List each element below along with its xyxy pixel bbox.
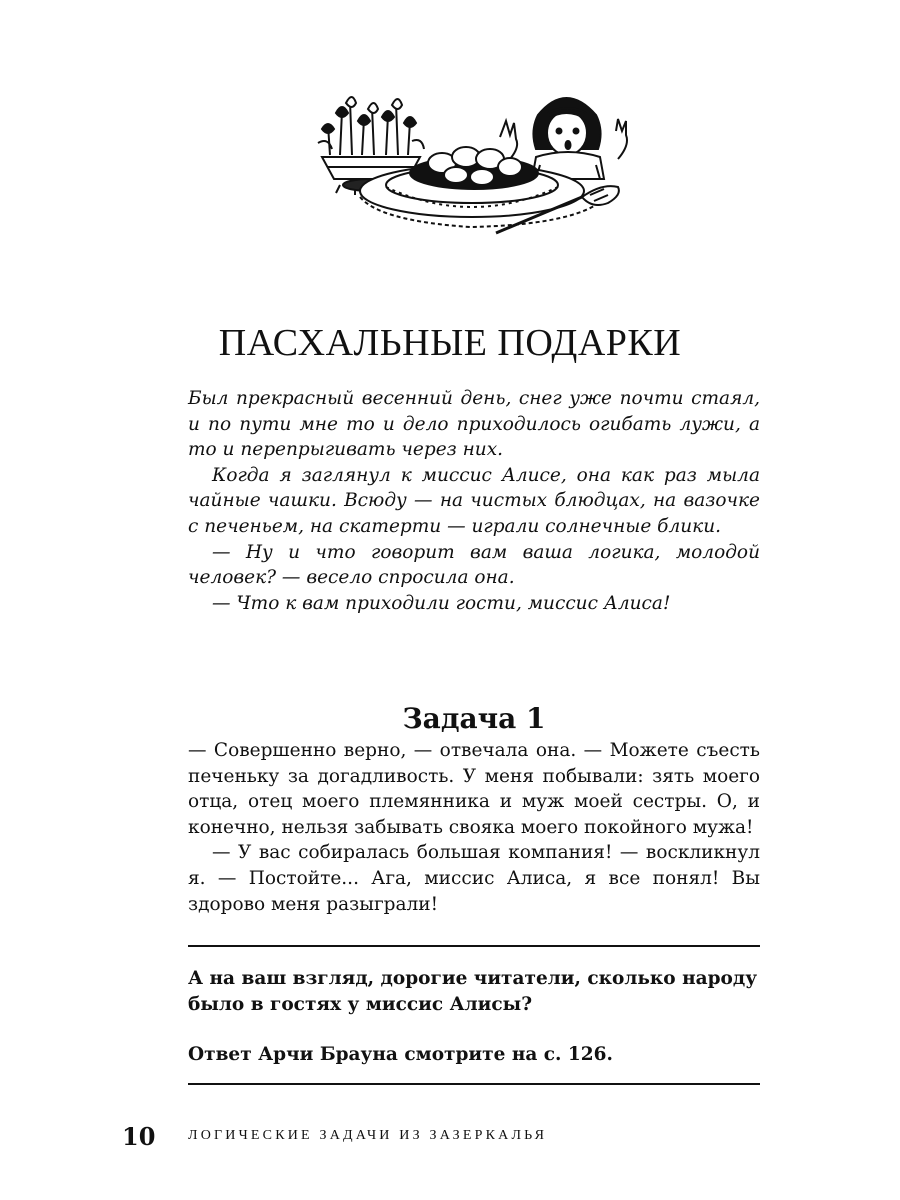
problem-title: Задача 1 (402, 702, 546, 736)
problem-paragraph: — Совершенно верно, — отвечала она. — Можете съесть печеньку за догадливость. У меня побывали: зять моего отца, отец моего племянника и муж моей сестры. О, и конечно, нельзя забывать свояка моего покойного мужа! (188, 740, 760, 838)
problem-text (188, 738, 760, 917)
easter-table-illustration-icon (300, 85, 640, 255)
question-text: А на ваш взгляд, дорогие читатели, сколько народу было в гостях у миссис Алисы? (188, 968, 758, 1015)
divider-bottom (188, 1083, 760, 1085)
intro-paragraph: Был прекрасный весенний день, снег уже почти стаял, и по пути мне то и дело приходилось огибать лужи, а то и перепрыгивать через них. (188, 388, 760, 461)
page-number: 10 (122, 1122, 156, 1151)
answer-reference: Ответ Арчи Брауна смотрите на с. 126. (188, 1044, 613, 1065)
running-head: ЛОГИЧЕСКИЕ ЗАДАЧИ ИЗ ЗАЗЕРКАЛЬЯ (188, 1128, 548, 1143)
divider-top (188, 945, 760, 947)
chapter-title: ПАСХАЛЬНЫЕ ПОДАРКИ (218, 322, 682, 365)
intro-paragraph: — Что к вам приходили гости, миссис Алиса! (212, 592, 671, 614)
intro-paragraph: Когда я заглянул к миссис Алисе, она как раз мыла чайные чашки. Всюду — на чистых блюдцах, на вазочке с печеньем, на скатерти — играли солнечные блики. (188, 464, 760, 537)
intro-paragraph: — Ну и что говорит вам ваша логика, молодой человек? — весело спросила она. (188, 541, 760, 589)
intro-text (188, 386, 760, 616)
problem-paragraph: — У вас собиралась большая компания! — воскликнул я. — Постойте... Ага, миссис Алиса, я все понял! Вы здорово меня разыграли! (188, 842, 760, 915)
